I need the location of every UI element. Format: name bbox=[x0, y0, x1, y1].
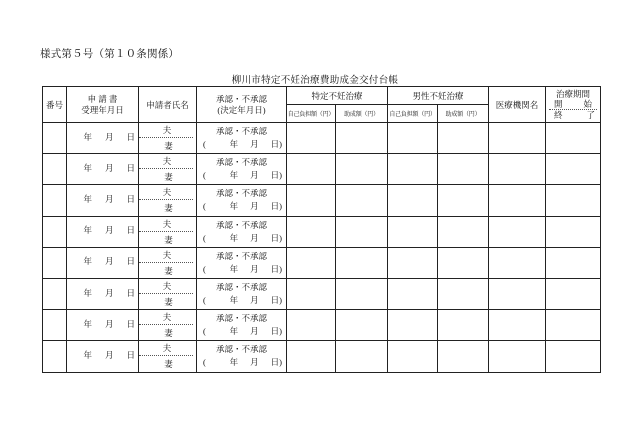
received-date-labels bbox=[67, 132, 138, 145]
row-specific-grant[interactable] bbox=[336, 310, 388, 341]
header-decision-line2: (決定年月日) bbox=[217, 104, 266, 115]
row-male-grant[interactable] bbox=[438, 278, 489, 309]
month-label: 月 bbox=[104, 131, 114, 142]
decision-year-label: 年 bbox=[229, 357, 239, 368]
month-label: 月 bbox=[104, 349, 114, 360]
row-specific-self-pay[interactable] bbox=[287, 310, 336, 341]
decision-date-parts bbox=[230, 356, 282, 369]
husband-label: 夫 bbox=[139, 154, 193, 169]
decision-month-label: 月 bbox=[250, 201, 259, 212]
ledger-row-1 bbox=[43, 123, 601, 154]
received-date-labels bbox=[67, 319, 138, 332]
row-treatment-period[interactable] bbox=[546, 123, 601, 154]
header-treatment-period bbox=[546, 87, 601, 123]
month-label: 月 bbox=[104, 318, 114, 329]
row-specific-self-pay[interactable] bbox=[287, 123, 336, 154]
row-applicant-name[interactable] bbox=[139, 247, 197, 278]
decision-day-label: 日) bbox=[270, 326, 282, 337]
year-label: 年 bbox=[83, 131, 92, 142]
decision-date bbox=[197, 294, 286, 307]
row-male-self-pay[interactable] bbox=[388, 154, 438, 185]
row-applicant-name[interactable] bbox=[139, 185, 197, 216]
decision-day-label: 日) bbox=[270, 232, 282, 243]
decision-date bbox=[197, 200, 286, 213]
row-institution[interactable] bbox=[489, 310, 546, 341]
row-specific-self-pay[interactable] bbox=[287, 278, 336, 309]
decision-label: 承認・不承認 bbox=[215, 157, 267, 168]
received-date-labels bbox=[67, 225, 138, 238]
decision-month-label: 月 bbox=[250, 357, 259, 368]
ledger-row-5 bbox=[43, 247, 601, 278]
header-received-line1: 申 請 書 bbox=[87, 93, 118, 104]
row-number[interactable] bbox=[43, 247, 67, 278]
year-label: 年 bbox=[83, 318, 92, 329]
row-male-self-pay[interactable] bbox=[388, 247, 438, 278]
decision-date bbox=[197, 232, 286, 245]
ledger-row-2 bbox=[43, 154, 601, 185]
wife-label: 妻 bbox=[164, 328, 173, 339]
row-number[interactable] bbox=[43, 341, 67, 372]
row-specific-self-pay[interactable] bbox=[287, 185, 336, 216]
decision-day-label: 日) bbox=[270, 139, 282, 150]
decision-year-label: 年 bbox=[229, 263, 239, 274]
row-male-self-pay[interactable] bbox=[388, 341, 438, 372]
husband-label: 夫 bbox=[139, 310, 193, 325]
row-number[interactable] bbox=[43, 185, 67, 216]
ledger-title: 柳川市特定不妊治療費助成金交付台帳 bbox=[231, 76, 399, 86]
header-period-start-b: 始 bbox=[583, 99, 593, 109]
day-label: 日 bbox=[126, 318, 135, 329]
row-number[interactable] bbox=[43, 310, 67, 341]
row-applicant-name[interactable] bbox=[139, 278, 197, 309]
header-period-start-a: 開 bbox=[554, 99, 563, 109]
month-label: 月 bbox=[104, 162, 114, 173]
wife-label: 妻 bbox=[164, 297, 173, 308]
row-specific-self-pay[interactable] bbox=[287, 341, 336, 372]
row-male-grant[interactable] bbox=[438, 123, 489, 154]
received-date-labels bbox=[67, 163, 138, 176]
decision-date bbox=[197, 356, 286, 369]
row-institution[interactable] bbox=[489, 123, 546, 154]
row-treatment-period[interactable] bbox=[546, 310, 601, 341]
row-male-grant[interactable] bbox=[438, 247, 489, 278]
decision-label: 承認・不承認 bbox=[215, 188, 267, 199]
row-specific-grant[interactable] bbox=[336, 123, 388, 154]
row-received-date[interactable] bbox=[67, 278, 139, 309]
decision-date-parts bbox=[230, 294, 282, 307]
row-specific-grant[interactable] bbox=[336, 154, 388, 185]
year-label: 年 bbox=[83, 162, 92, 173]
header-decision-line1: 承認・不承認 bbox=[215, 93, 267, 104]
row-received-date[interactable] bbox=[67, 216, 139, 247]
row-received-date[interactable] bbox=[67, 123, 139, 154]
husband-label: 夫 bbox=[139, 341, 193, 356]
decision-day-label: 日) bbox=[270, 263, 282, 274]
year-label: 年 bbox=[83, 225, 92, 236]
row-applicant-name[interactable] bbox=[139, 216, 197, 247]
ledger-row-6 bbox=[43, 278, 601, 309]
row-treatment-period[interactable] bbox=[546, 216, 601, 247]
day-label: 日 bbox=[126, 287, 135, 298]
received-date-labels bbox=[67, 194, 138, 207]
row-received-date[interactable] bbox=[67, 310, 139, 341]
row-specific-grant[interactable] bbox=[336, 278, 388, 309]
row-decision[interactable] bbox=[197, 185, 287, 216]
row-institution[interactable] bbox=[489, 185, 546, 216]
wife-label: 妻 bbox=[164, 141, 173, 152]
header-specific-treatment: 特定不妊治療 bbox=[287, 87, 388, 105]
decision-date-parts bbox=[230, 200, 282, 213]
row-institution[interactable] bbox=[489, 154, 546, 185]
row-number[interactable] bbox=[43, 278, 67, 309]
header-specific-self-pay: 自己負担額（円） bbox=[287, 105, 336, 123]
row-male-self-pay[interactable] bbox=[388, 310, 438, 341]
row-number[interactable] bbox=[43, 123, 67, 154]
header-period-end-a: 終 bbox=[554, 110, 563, 120]
day-label: 日 bbox=[126, 162, 135, 173]
row-treatment-period[interactable] bbox=[546, 341, 601, 372]
header-male-grant: 助成額（円） bbox=[438, 105, 489, 123]
decision-open-paren: ( bbox=[203, 263, 206, 274]
row-specific-self-pay[interactable] bbox=[287, 247, 336, 278]
wife-label: 妻 bbox=[164, 203, 173, 214]
row-male-grant[interactable] bbox=[438, 154, 489, 185]
day-label: 日 bbox=[126, 193, 135, 204]
decision-open-paren: ( bbox=[203, 357, 206, 368]
decision-date bbox=[197, 325, 286, 338]
decision-year-label: 年 bbox=[229, 295, 239, 306]
row-number[interactable] bbox=[43, 154, 67, 185]
row-treatment-period[interactable] bbox=[546, 185, 601, 216]
husband-label: 夫 bbox=[139, 279, 193, 294]
month-label: 月 bbox=[104, 287, 114, 298]
header-period-title: 治療期間 bbox=[556, 89, 591, 99]
decision-month-label: 月 bbox=[250, 326, 259, 337]
row-received-date[interactable] bbox=[67, 154, 139, 185]
row-applicant-name[interactable] bbox=[139, 341, 197, 372]
row-applicant-name[interactable] bbox=[139, 123, 197, 154]
decision-year-label: 年 bbox=[229, 232, 239, 243]
decision-date bbox=[197, 169, 286, 182]
header-specific-grant: 助成額（円） bbox=[336, 105, 388, 123]
decision-year-label: 年 bbox=[229, 170, 239, 181]
decision-month-label: 月 bbox=[250, 139, 259, 150]
decision-label: 承認・不承認 bbox=[215, 313, 267, 324]
row-decision[interactable] bbox=[197, 278, 287, 309]
decision-open-paren: ( bbox=[203, 201, 206, 212]
header-institution: 医療機関名 bbox=[489, 87, 546, 123]
decision-year-label: 年 bbox=[229, 201, 239, 212]
row-male-grant[interactable] bbox=[438, 185, 489, 216]
decision-day-label: 日) bbox=[270, 295, 282, 306]
row-decision[interactable] bbox=[197, 341, 287, 372]
row-specific-grant[interactable] bbox=[336, 341, 388, 372]
ledger-body bbox=[43, 123, 601, 373]
decision-date-parts bbox=[230, 138, 282, 151]
husband-label: 夫 bbox=[139, 185, 193, 200]
decision-month-label: 月 bbox=[250, 295, 259, 306]
decision-month-label: 月 bbox=[250, 170, 259, 181]
day-label: 日 bbox=[126, 256, 135, 267]
month-label: 月 bbox=[104, 256, 114, 267]
row-male-grant[interactable] bbox=[438, 341, 489, 372]
row-male-grant[interactable] bbox=[438, 216, 489, 247]
decision-label: 承認・不承認 bbox=[215, 282, 267, 293]
row-institution[interactable] bbox=[489, 278, 546, 309]
decision-month-label: 月 bbox=[250, 263, 259, 274]
wife-label: 妻 bbox=[164, 359, 173, 370]
decision-date-parts bbox=[230, 325, 282, 338]
row-male-self-pay[interactable] bbox=[388, 216, 438, 247]
row-specific-grant[interactable] bbox=[336, 247, 388, 278]
ledger-row-8 bbox=[43, 341, 601, 372]
row-treatment-period[interactable] bbox=[546, 278, 601, 309]
received-date-labels bbox=[67, 288, 138, 301]
received-date-labels bbox=[67, 256, 138, 269]
header-decision bbox=[197, 87, 287, 123]
decision-date-parts bbox=[230, 263, 282, 276]
decision-year-label: 年 bbox=[229, 326, 239, 337]
month-label: 月 bbox=[104, 225, 114, 236]
row-received-date[interactable] bbox=[67, 247, 139, 278]
decision-open-paren: ( bbox=[203, 295, 206, 306]
wife-label: 妻 bbox=[164, 265, 173, 276]
month-label: 月 bbox=[104, 193, 114, 204]
decision-date-parts bbox=[230, 232, 282, 245]
decision-date bbox=[197, 138, 286, 151]
decision-open-paren: ( bbox=[203, 139, 206, 150]
header-male-self-pay: 自己負担額（円） bbox=[388, 105, 438, 123]
wife-label: 妻 bbox=[164, 234, 173, 245]
year-label: 年 bbox=[83, 349, 92, 360]
header-period-end-b: 了 bbox=[586, 110, 596, 120]
year-label: 年 bbox=[83, 256, 92, 267]
ledger-row-7 bbox=[43, 310, 601, 341]
row-institution[interactable] bbox=[489, 247, 546, 278]
decision-label: 承認・不承認 bbox=[215, 250, 267, 261]
decision-month-label: 月 bbox=[250, 232, 259, 243]
row-male-self-pay[interactable] bbox=[388, 123, 438, 154]
row-institution[interactable] bbox=[489, 216, 546, 247]
decision-label: 承認・不承認 bbox=[215, 126, 267, 137]
header-number: 番号 bbox=[43, 87, 67, 123]
decision-open-paren: ( bbox=[203, 326, 206, 337]
row-male-self-pay[interactable] bbox=[388, 185, 438, 216]
row-received-date[interactable] bbox=[67, 185, 139, 216]
row-specific-self-pay[interactable] bbox=[287, 154, 336, 185]
ledger-row-4 bbox=[43, 216, 601, 247]
decision-date bbox=[197, 263, 286, 276]
header-male-treatment: 男性不妊治療 bbox=[388, 87, 489, 105]
row-decision[interactable] bbox=[197, 216, 287, 247]
ledger-row-3 bbox=[43, 185, 601, 216]
row-treatment-period[interactable] bbox=[546, 154, 601, 185]
decision-label: 承認・不承認 bbox=[215, 344, 267, 355]
row-specific-grant[interactable] bbox=[336, 185, 388, 216]
row-applicant-name[interactable] bbox=[139, 310, 197, 341]
wife-label: 妻 bbox=[164, 172, 173, 183]
decision-day-label: 日) bbox=[270, 201, 282, 212]
day-label: 日 bbox=[126, 131, 135, 142]
day-label: 日 bbox=[126, 225, 135, 236]
husband-label: 夫 bbox=[139, 123, 193, 138]
decision-label: 承認・不承認 bbox=[215, 219, 267, 230]
decision-open-paren: ( bbox=[203, 170, 206, 181]
row-decision[interactable] bbox=[197, 310, 287, 341]
grant-ledger-table bbox=[42, 86, 601, 373]
decision-date-parts bbox=[230, 169, 282, 182]
header-received-line2: 受理年月日 bbox=[81, 104, 124, 115]
form-number: 様式第５号（第１０条関係） bbox=[40, 49, 180, 60]
header-period-start bbox=[549, 99, 597, 110]
row-specific-grant[interactable] bbox=[336, 216, 388, 247]
header-received-date bbox=[67, 87, 139, 123]
header-applicant-name: 申請者氏名 bbox=[139, 87, 197, 123]
day-label: 日 bbox=[126, 349, 135, 360]
decision-day-label: 日) bbox=[270, 357, 282, 368]
decision-day-label: 日) bbox=[270, 170, 282, 181]
received-date-labels bbox=[67, 350, 138, 363]
husband-label: 夫 bbox=[139, 217, 193, 232]
row-institution[interactable] bbox=[489, 341, 546, 372]
row-specific-self-pay[interactable] bbox=[287, 216, 336, 247]
row-decision[interactable] bbox=[197, 247, 287, 278]
row-male-self-pay[interactable] bbox=[388, 278, 438, 309]
year-label: 年 bbox=[83, 193, 92, 204]
decision-open-paren: ( bbox=[203, 232, 206, 243]
row-received-date[interactable] bbox=[67, 341, 139, 372]
row-applicant-name[interactable] bbox=[139, 154, 197, 185]
row-treatment-period[interactable] bbox=[546, 247, 601, 278]
row-number[interactable] bbox=[43, 216, 67, 247]
row-decision[interactable] bbox=[197, 123, 287, 154]
header-period-end bbox=[546, 110, 600, 120]
row-decision[interactable] bbox=[197, 154, 287, 185]
row-male-grant[interactable] bbox=[438, 310, 489, 341]
husband-label: 夫 bbox=[139, 248, 193, 263]
decision-year-label: 年 bbox=[229, 139, 239, 150]
year-label: 年 bbox=[83, 287, 92, 298]
